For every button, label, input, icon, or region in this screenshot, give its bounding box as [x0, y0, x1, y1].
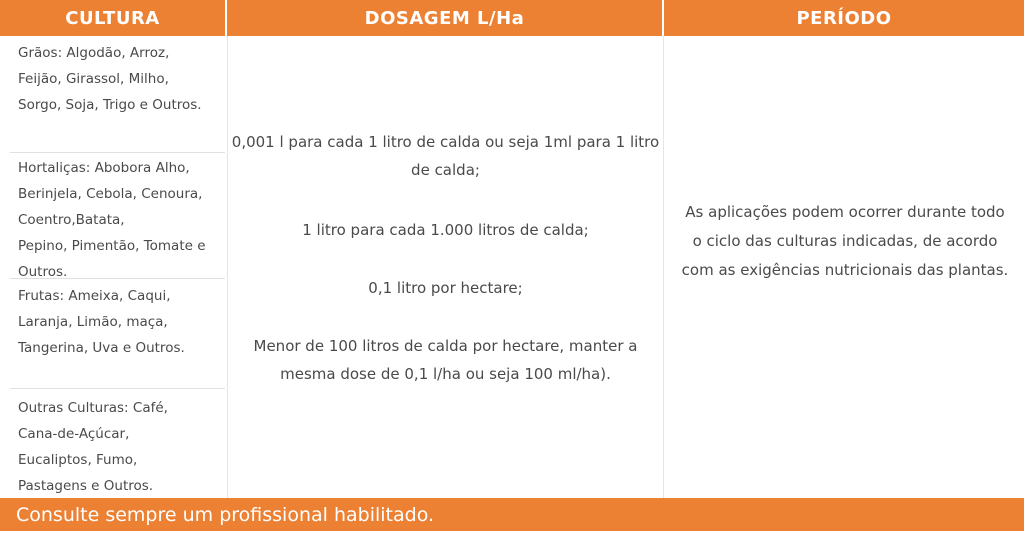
header-cultura: CULTURA [0, 0, 225, 36]
cultura-column [0, 36, 225, 498]
dosage-line-2: 1 litro para cada 1.000 litros de calda; [302, 221, 589, 239]
culture-text: Hortaliças: Abobora Alho, Berinjela, Cebola, Cenoura, Coentro,Batata, Pepino, Pimentão, Tomate e Outros. [18, 160, 206, 280]
period-text: As aplicações podem ocorrer durante todo o ciclo das culturas indicadas, de acordo com as exigências nutricionais das plantas. [681, 203, 1009, 279]
culture-row-fruits [10, 278, 225, 361]
dosage-line-3: 0,1 litro por hectare; [368, 279, 523, 297]
periodo-column [663, 36, 1024, 498]
dosage-line-4: Menor de 100 litros de calda por hectare, manter a mesma dose de 0,1 l/ha ou seja 100 ml/ha). [253, 337, 638, 383]
culture-text: Frutas: Ameixa, Caqui, Laranja, Limão, maça, Tangerina, Uva e Outros. [18, 288, 185, 356]
culture-row-other [10, 388, 225, 499]
culture-row-grains [10, 40, 225, 118]
header-dosagem: DOSAGEM L/Ha [227, 0, 662, 36]
footer-banner [0, 498, 1024, 531]
culture-text: Grãos: Algodão, Arroz, Feijão, Girassol, Milho, Sorgo, Soja, Trigo e Outros. [18, 45, 202, 113]
header-periodo: PERÍODO [664, 0, 1024, 36]
dosagem-column [227, 36, 663, 498]
culture-row-vegetables [10, 152, 225, 285]
footer-text: Consulte sempre um profissional habilitado. [16, 503, 435, 526]
dosage-line-1: 0,001 l para cada 1 litro de calda ou seja 1ml para 1 litro de calda; [231, 133, 660, 179]
culture-text: Outras Culturas: Café, Cana-de-Açúcar, Eucaliptos, Fumo, Pastagens e Outros. [18, 400, 168, 494]
